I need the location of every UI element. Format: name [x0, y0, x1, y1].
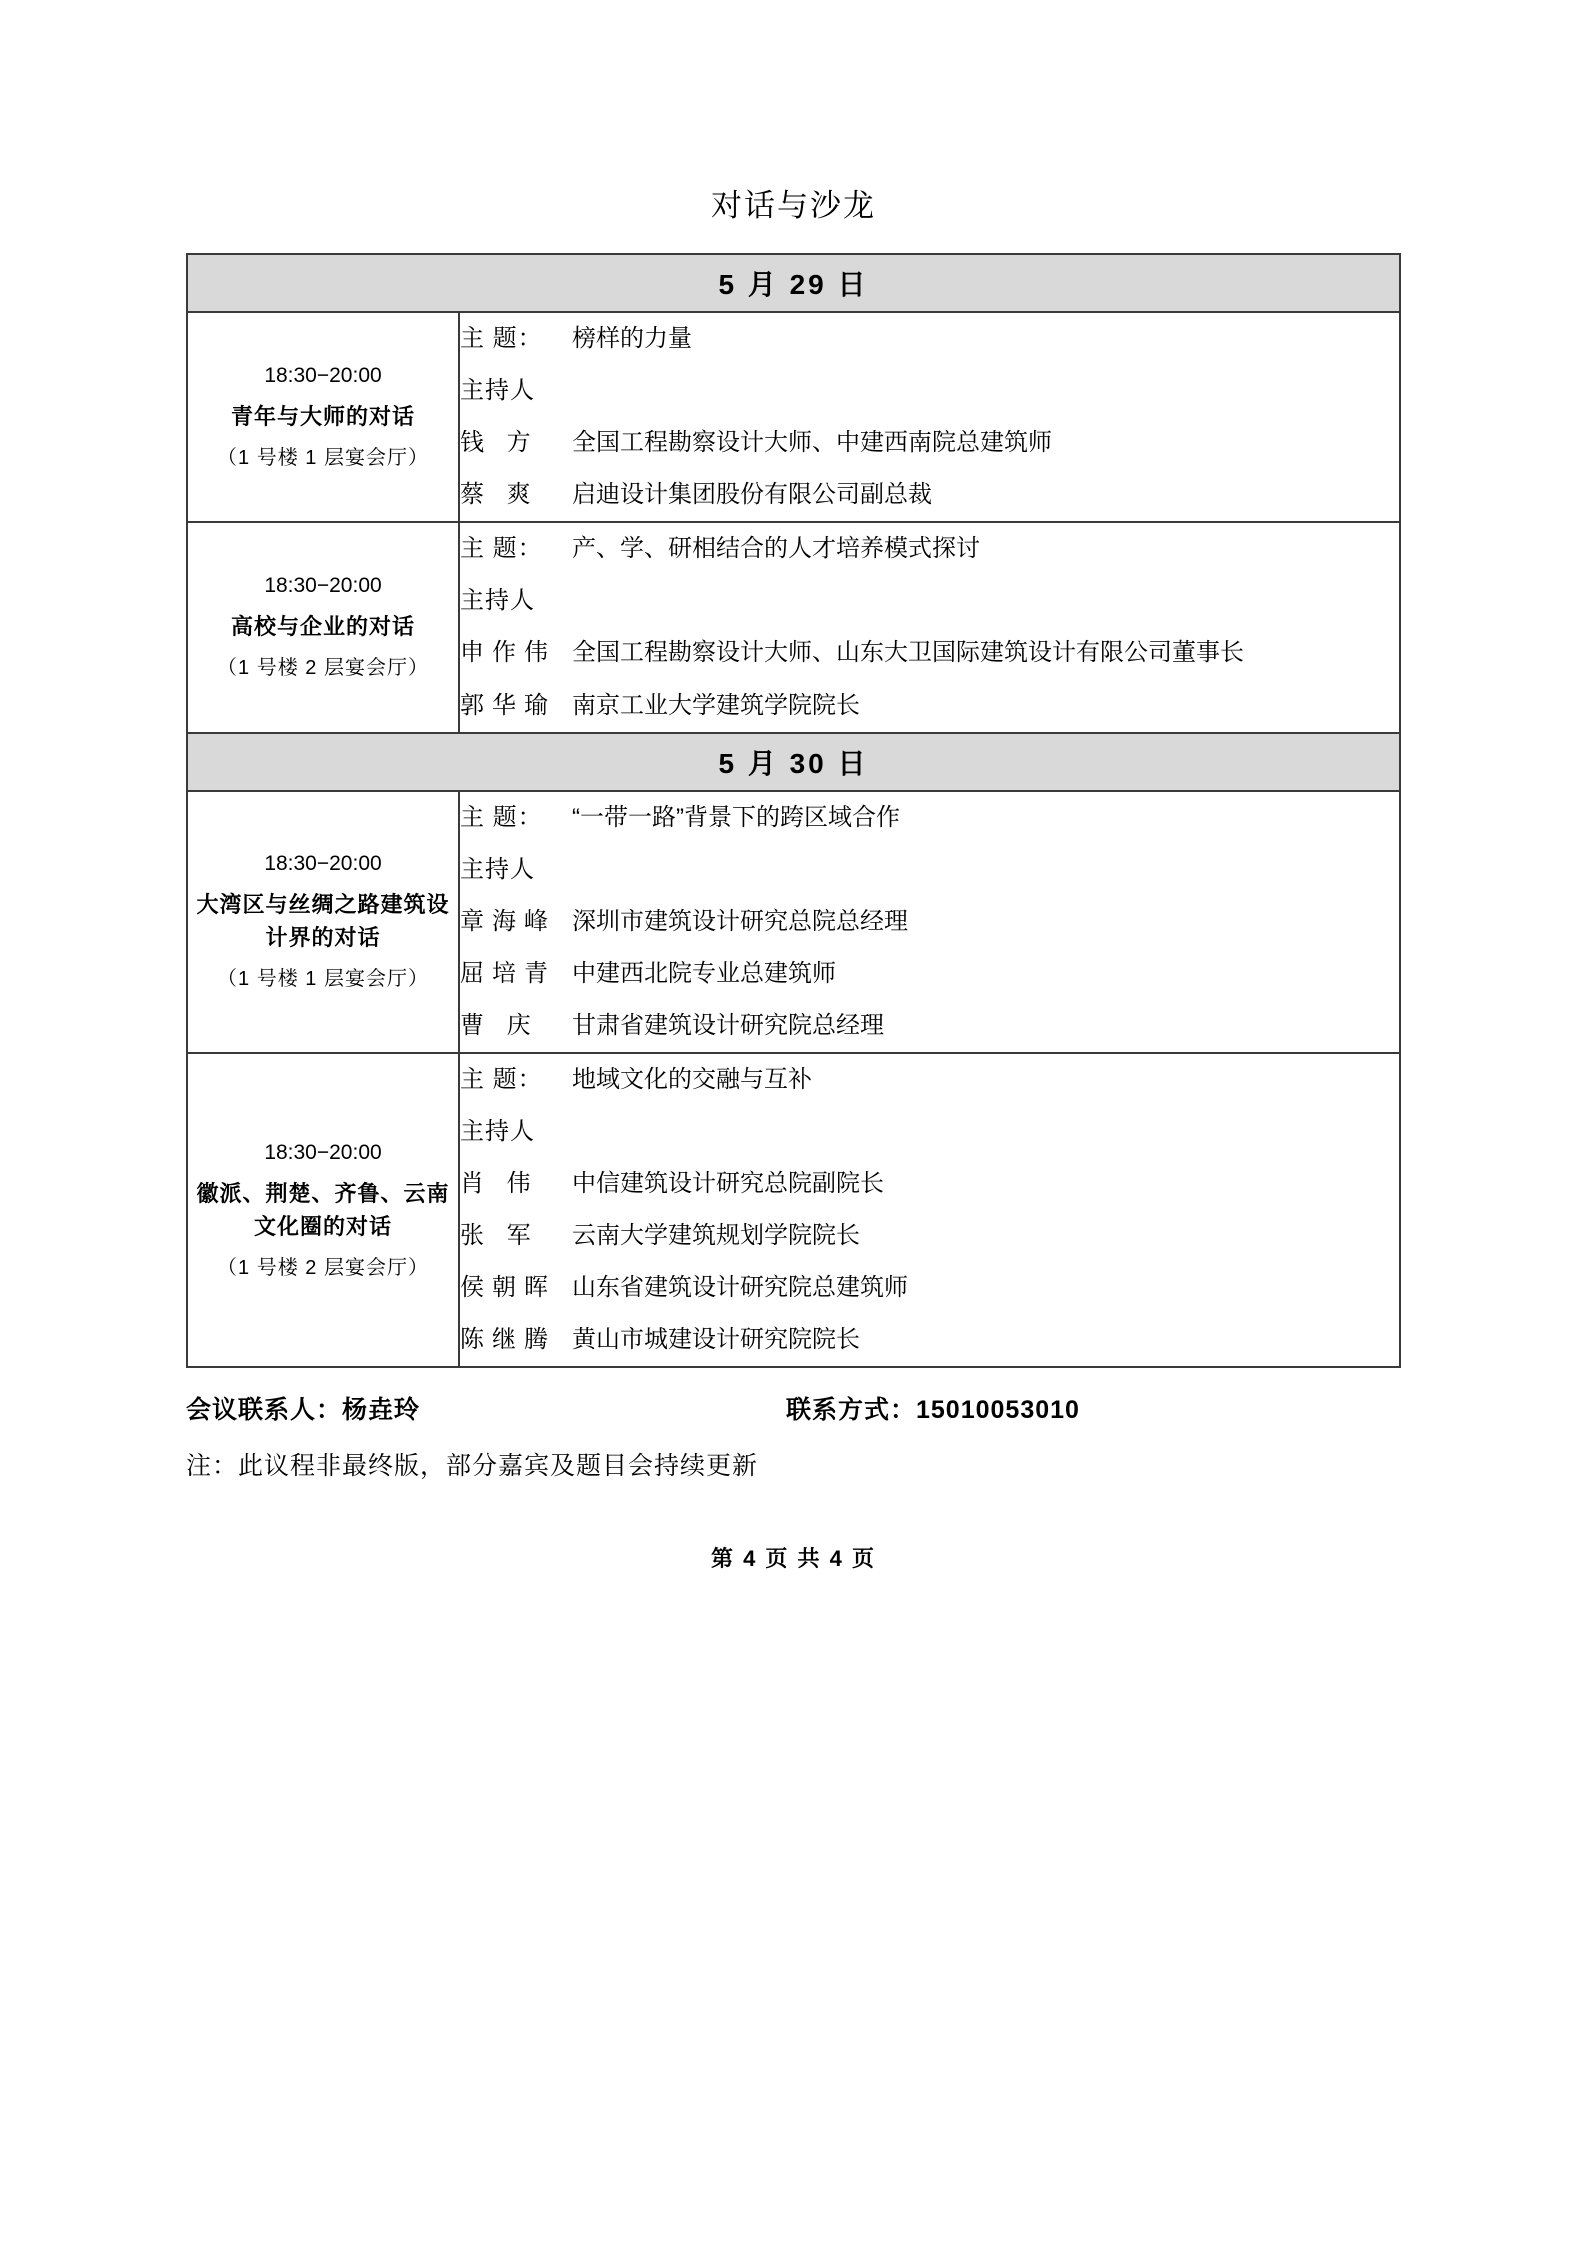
- topic-label: 主 题：: [460, 1066, 543, 1094]
- session-venue: （1 号楼 1 层宴会厅）: [217, 447, 429, 470]
- guest-title: 中建西北院专业总建筑师: [572, 959, 836, 987]
- session-time: 18:30−20:00: [264, 1140, 382, 1164]
- guest-line: [460, 469, 1399, 521]
- session-slot-3: [187, 791, 459, 1053]
- guest-line: [460, 1158, 1399, 1210]
- session-details-2: [459, 522, 1400, 732]
- host-label: 主持人: [460, 587, 535, 615]
- host-line: [460, 575, 1399, 627]
- agenda-table: [186, 253, 1401, 1368]
- guest-title: 启迪设计集团股份有限公司副总裁: [572, 481, 932, 509]
- table-row: [187, 522, 1400, 732]
- guest-line: [460, 948, 1399, 1000]
- contact-phone: 联系方式：15010053010: [786, 1396, 1080, 1425]
- guest-title: 全国工程勘察设计大师、中建西南院总建筑师: [572, 429, 1052, 457]
- topic-line: [460, 523, 1399, 575]
- guest-line: [460, 680, 1399, 732]
- session-details-3: [459, 791, 1400, 1053]
- guest-line: [460, 1210, 1399, 1262]
- table-row: [187, 1053, 1400, 1367]
- guest-title: 甘肃省建筑设计研究院总经理: [572, 1011, 884, 1039]
- contact-row: [186, 1390, 1401, 1426]
- guest-name: 张 军: [460, 1222, 539, 1250]
- topic-value: 地域文化的交融与互补: [572, 1066, 812, 1094]
- session-venue: （1 号楼 2 层宴会厅）: [217, 1256, 429, 1279]
- guest-title: 黄山市城建设计研究院院长: [572, 1326, 860, 1354]
- contact-person: 会议联系人：杨垚玲: [186, 1396, 421, 1425]
- guest-name: 屈培青: [460, 959, 556, 987]
- host-label: 主持人: [460, 1118, 535, 1146]
- session-venue: （1 号楼 1 层宴会厅）: [217, 968, 429, 991]
- topic-value: 产、学、研相结合的人才培养模式探讨: [572, 535, 980, 563]
- guest-name: 陈继腾: [460, 1326, 556, 1354]
- guest-title: 全国工程勘察设计大师、山东大卫国际建筑设计有限公司董事长: [572, 639, 1244, 667]
- guest-name: 章海峰: [460, 907, 556, 935]
- table-row: [187, 312, 1400, 522]
- agenda-note: 注：此议程非最终版，部分嘉宾及题目会持续更新: [186, 1452, 759, 1481]
- topic-line: [460, 792, 1399, 844]
- guest-title: 山东省建筑设计研究院总建筑师: [572, 1274, 908, 1302]
- guest-title: 中信建筑设计研究总院副院长: [572, 1170, 884, 1198]
- session-details-1: [459, 312, 1400, 522]
- guest-title: 南京工业大学建筑学院院长: [572, 691, 860, 719]
- guest-line: [460, 1314, 1399, 1366]
- guest-name: 侯朝晖: [460, 1274, 556, 1302]
- session-name: 徽派、荆楚、齐鲁、云南文化圈的对话: [196, 1180, 450, 1239]
- table-row: [187, 791, 1400, 1053]
- topic-line: [460, 313, 1399, 365]
- topic-value: 榜样的力量: [572, 325, 692, 352]
- session-venue: （1 号楼 2 层宴会厅）: [217, 657, 429, 680]
- guest-name: 郭华瑜: [460, 691, 556, 719]
- session-slot-1: [187, 312, 459, 522]
- host-label: 主持人: [460, 855, 535, 883]
- host-line: [460, 844, 1399, 896]
- session-time: 18:30−20:00: [264, 574, 382, 598]
- session-slot-2: [187, 522, 459, 732]
- topic-label: 主 题：: [460, 535, 543, 563]
- guest-name: 蔡 爽: [460, 481, 539, 509]
- page-number: 第 4 页 共 4 页: [710, 1546, 877, 1572]
- topic-label: 主 题：: [460, 325, 543, 352]
- topic-line: [460, 1054, 1399, 1106]
- day-header-row: [187, 254, 1400, 312]
- guest-name: 曹 庆: [460, 1011, 539, 1039]
- session-name: 大湾区与丝绸之路建筑设计界的对话: [196, 892, 450, 951]
- guest-name: 钱 方: [460, 429, 539, 457]
- day-header-row: [187, 733, 1400, 791]
- day-header-may-29: 5 月 29 日: [187, 254, 1400, 312]
- guest-title: 云南大学建筑规划学院院长: [572, 1222, 860, 1250]
- host-label: 主持人: [460, 377, 535, 405]
- guest-line: [460, 1262, 1399, 1314]
- session-name: 高校与企业的对话: [230, 614, 415, 640]
- guest-line: [460, 1000, 1399, 1052]
- session-slot-4: [187, 1053, 459, 1367]
- topic-value: “一带一路”背景下的跨区域合作: [572, 803, 900, 831]
- page-title: 对话与沙龙: [711, 188, 876, 223]
- guest-line: [460, 627, 1399, 679]
- topic-label: 主 题：: [460, 803, 543, 831]
- day-header-may-30: 5 月 30 日: [187, 733, 1400, 791]
- session-time: 18:30−20:00: [264, 364, 382, 388]
- guest-name: 申作伟: [460, 639, 556, 667]
- guest-title: 深圳市建筑设计研究总院总经理: [572, 907, 908, 935]
- session-time: 18:30−20:00: [264, 852, 382, 876]
- host-line: [460, 365, 1399, 417]
- session-details-4: [459, 1053, 1400, 1367]
- guest-name: 肖 伟: [460, 1170, 539, 1198]
- guest-line: [460, 896, 1399, 948]
- session-name: 青年与大师的对话: [230, 404, 415, 430]
- host-line: [460, 1106, 1399, 1158]
- guest-line: [460, 417, 1399, 469]
